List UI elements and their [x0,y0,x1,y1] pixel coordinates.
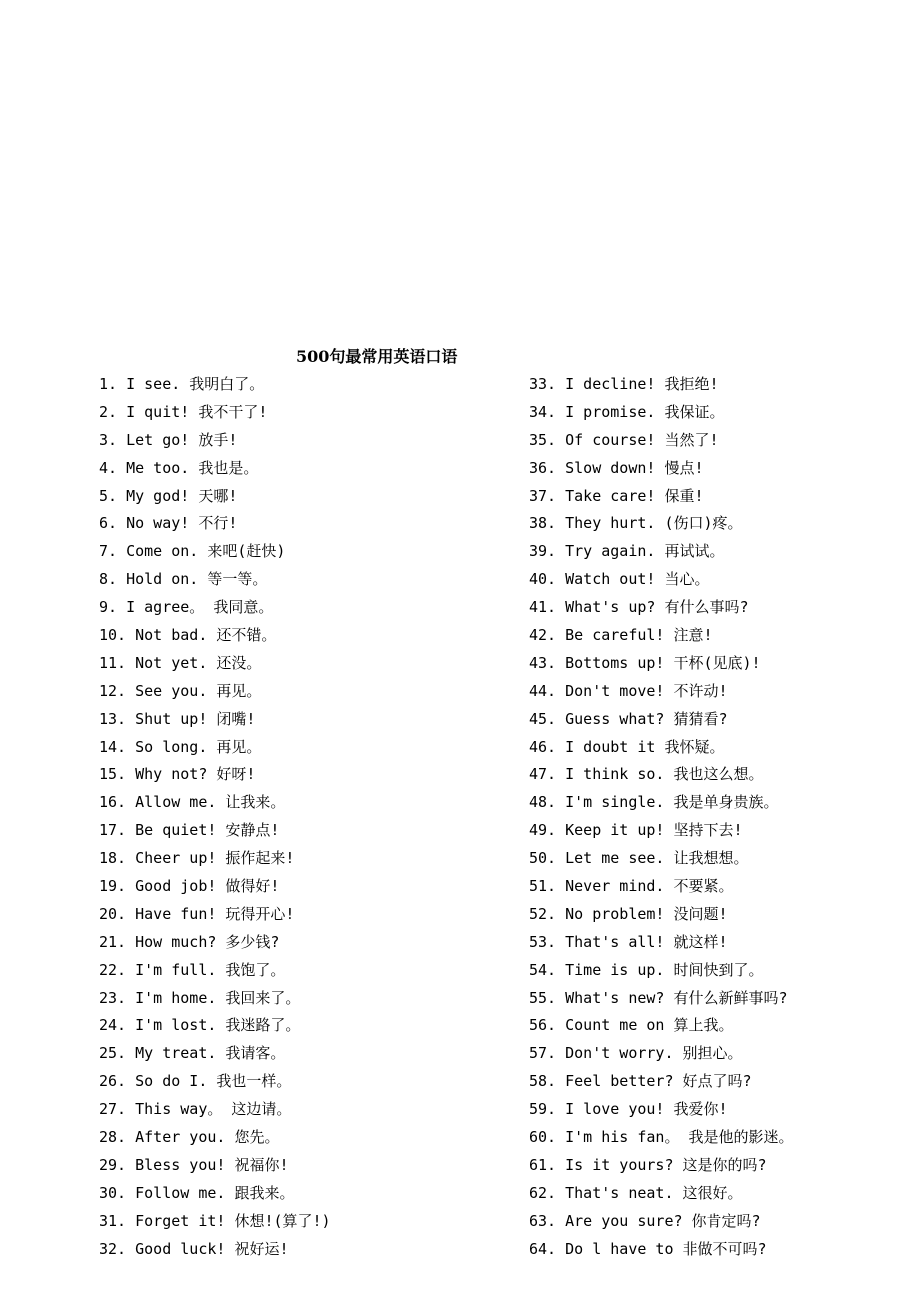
phrase-entry: 46. I doubt it 我怀疑。 [529,737,725,756]
phrase-entry: 12. See you. 再见。 [99,681,262,700]
phrase-entry: 25. My treat. 我请客。 [99,1044,286,1063]
phrase-entry: 52. No problem! 没问题! [529,904,728,923]
phrase-entry: 1. I see. 我明白了。 [99,375,265,393]
phrase-list-left [99,371,499,1264]
phrase-entry: 47. I think so. 我也这么想。 [529,765,764,784]
phrase-entry: 35. Of course! 当然了! [529,430,719,449]
phrase-entry: 24. I'm lost. 我迷路了。 [99,1016,301,1035]
phrase-entry: 32. Good luck! 祝好运! [99,1239,289,1258]
phrase-entry: 2. I quit! 我不干了! [99,402,268,421]
phrase-entry: 57. Don't worry. 别担心。 [529,1044,743,1063]
phrase-entry: 10. Not bad. 还不错。 [99,626,277,645]
phrase-entry: 29. Bless you! 祝福你! [99,1155,289,1174]
phrase-entry: 56. Count me on 算上我。 [529,1016,734,1035]
phrase-entry: 41. What's up? 有什么事吗? [529,598,749,617]
phrase-entry: 21. How much? 多少钱? [99,932,280,951]
phrase-entry: 31. Forget it! 休想!(算了!) [99,1211,331,1230]
phrase-entry: 30. Follow me. 跟我来。 [99,1183,295,1202]
phrase-entry: 9. I agree。 我同意。 [99,598,274,617]
phrase-entry: 45. Guess what? 猜猜看? [529,709,728,728]
phrase-entry: 23. I'm home. 我回来了。 [99,988,301,1007]
phrase-entry: 55. What's new? 有什么新鲜事吗? [529,988,788,1007]
phrase-entry: 37. Take care! 保重! [529,486,704,505]
phrase-entry: 28. After you. 您先。 [99,1128,280,1147]
phrase-entry: 40. Watch out! 当心。 [529,570,710,589]
phrase-entry: 18. Cheer up! 振作起来! [99,849,295,868]
phrase-entry: 34. I promise. 我保证。 [529,402,725,421]
phrase-entry: 11. Not yet. 还没。 [99,653,262,672]
phrase-entry: 33. I decline! 我拒绝! [529,375,719,393]
phrase-entry: 36. Slow down! 慢点! [529,458,704,477]
phrase-entry: 50. Let me see. 让我想想。 [529,849,749,868]
phrase-entry: 64. Do l have to 非做不可吗? [529,1239,767,1258]
phrase-entry: 20. Have fun! 玩得开心! [99,904,295,923]
phrase-entry: 59. I love you! 我爱你! [529,1100,728,1119]
phrase-entry: 60. I'm his fan。 我是他的影迷。 [529,1128,794,1147]
document-title: 500句最常用英语口语 [296,347,458,366]
phrase-entry: 58. Feel better? 好点了吗? [529,1072,752,1091]
phrase-entry: 54. Time is up. 时间快到了。 [529,960,764,979]
phrase-entry: 6. No way! 不行! [99,514,238,533]
phrase-entry: 8. Hold on. 等一等。 [99,570,268,589]
phrase-entry: 13. Shut up! 闭嘴! [99,709,256,728]
phrase-entry: 63. Are you sure? 你肯定吗? [529,1211,761,1230]
phrase-entry: 4. Me too. 我也是。 [99,458,259,477]
phrase-entry: 3. Let go! 放手! [99,430,238,449]
phrase-entry: 19. Good job! 做得好! [99,877,280,896]
phrase-entry: 61. Is it yours? 这是你的吗? [529,1155,767,1174]
phrase-list-right [529,371,909,1264]
phrase-entry: 44. Don't move! 不许动! [529,681,728,700]
phrase-entry: 15. Why not? 好呀! [99,765,256,784]
phrase-entry: 22. I'm full. 我饱了。 [99,960,286,979]
phrase-entry: 5. My god! 天哪! [99,486,238,505]
phrase-entry: 53. That's all! 就这样! [529,932,728,951]
phrase-entry: 43. Bottoms up! 干杯(见底)! [529,653,761,672]
phrase-entry: 48. I'm single. 我是单身贵族。 [529,793,779,812]
phrase-entry: 42. Be careful! 注意! [529,626,713,645]
phrase-entry: 49. Keep it up! 坚持下去! [529,821,743,840]
phrase-entry: 7. Come on. 来吧(赶快) [99,542,286,561]
phrase-entry: 62. That's neat. 这很好。 [529,1183,743,1202]
phrase-entry: 26. So do I. 我也一样。 [99,1072,292,1091]
phrase-entry: 39. Try again. 再试试。 [529,542,725,561]
phrase-entry: 16. Allow me. 让我来。 [99,793,286,812]
phrase-entry: 38. They hurt. (伤口)疼。 [529,514,743,533]
phrase-entry: 17. Be quiet! 安静点! [99,821,280,840]
phrase-entry: 14. So long. 再见。 [99,737,262,756]
phrase-entry: 27. This way。 这边请。 [99,1100,292,1119]
phrase-entry: 51. Never mind. 不要紧。 [529,877,734,896]
